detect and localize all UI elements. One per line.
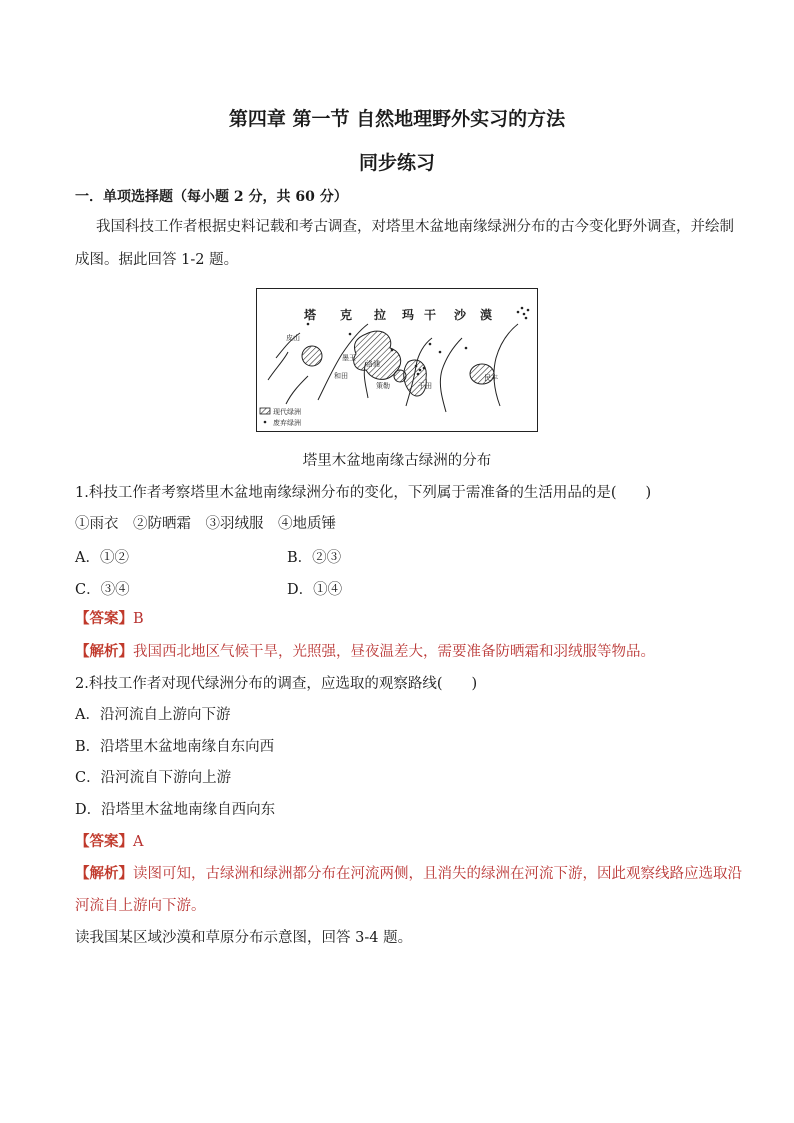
question-1-items: ①雨衣 ②防晒霜 ③羽绒服 ④地质锤 (75, 516, 336, 532)
question-1-analysis (75, 642, 655, 662)
question-2-analysis-line2: 河流自上游向下游。 (75, 898, 206, 914)
map-place-label: 于田 (418, 382, 432, 390)
question-1-option-d: D．①④ (287, 582, 343, 598)
question-1-answer (75, 609, 144, 629)
legend-label: 现代绿洲 (273, 408, 301, 416)
question-2-analysis-line1 (75, 864, 742, 884)
map-place-label: 皮山 (286, 334, 300, 342)
oasis-cele (394, 370, 406, 382)
page-subtitle: 同步练习 (358, 152, 435, 174)
answer-tag: 【答案】 (75, 610, 133, 627)
question-1-option-c: C．③④ (75, 582, 130, 598)
map-desert-char: 漠 (480, 308, 493, 322)
analysis-text: 我国西北地区气候干旱，光照强，昼夜温差大，需要准备防晒霜和羽绒服等物品。 (133, 644, 655, 660)
analysis-text: 读图可知，古绿洲和绿洲都分布在河流两侧，且消失的绿洲在河流下游，因此观察线路应选取沿 (133, 866, 742, 882)
map-desert-char: 拉 (374, 308, 387, 322)
answer-tag: 【答案】 (75, 833, 133, 850)
map-desert-char: 干 (424, 308, 437, 322)
map-caption: 塔里木盆地南缘古绿洲的分布 (302, 453, 492, 469)
answer-value: A (133, 834, 144, 850)
answer-value: B (133, 611, 144, 627)
intro-paragraph-line2: 成图。据此回答 1-2 题。 (75, 252, 239, 268)
legend-dot-swatch (264, 421, 267, 424)
oasis-distribution-map (256, 288, 538, 432)
section-heading: 一．单项选择题（每小题 2 分，共 60 分） (75, 189, 348, 205)
analysis-tag: 【解析】 (75, 643, 133, 660)
map-desert-char: 沙 (454, 308, 467, 322)
question-2-option-b: B．沿塔里木盆地南缘自东向西 (75, 739, 275, 755)
map-place-label: 洛浦 (366, 360, 380, 368)
map-desert-char: 玛 (402, 308, 415, 322)
intro-paragraph-line1: 我国科技工作者根据史料记载和考古调查，对塔里木盆地南缘绿洲分布的古今变化野外调查，并绘制 (96, 219, 734, 235)
question-1-option-b: B．②③ (287, 550, 342, 566)
analysis-tag: 【解析】 (75, 865, 133, 882)
legend-label: 废弃绿洲 (273, 419, 301, 427)
question-1-option-a: A．①② (75, 550, 129, 566)
question-2-option-a: A．沿河流自上游向下游 (75, 707, 231, 723)
map-place-label: 策勒 (376, 382, 390, 390)
question-1-stem: 1.科技工作者考察塔里木盆地南缘绿洲分布的变化，下列属于需准备的生活用品的是( ) (75, 485, 652, 501)
map-desert-char: 塔 (304, 308, 317, 322)
question-2-answer (75, 832, 143, 852)
map-desert-char: 克 (340, 308, 353, 322)
oasis-pishan (302, 346, 322, 366)
map-place-label: 民丰 (484, 374, 498, 382)
intro-paragraph-3-4: 读我国某区域沙漠和草原分布示意图，回答 3-4 题。 (75, 930, 413, 946)
question-2-option-c: C．沿河流自下游向上游 (75, 770, 232, 786)
map-place-label: 墨玉 (342, 354, 356, 362)
map-place-label: 和田 (334, 372, 348, 380)
question-2-stem: 2.科技工作者对现代绿洲分布的调查，应选取的观察路线( ) (75, 676, 478, 692)
page-title: 第四章 第一节 自然地理野外实习的方法 (228, 108, 566, 130)
legend-hatch-swatch (260, 408, 270, 414)
question-2-option-d: D．沿塔里木盆地南缘自西向东 (75, 802, 276, 818)
